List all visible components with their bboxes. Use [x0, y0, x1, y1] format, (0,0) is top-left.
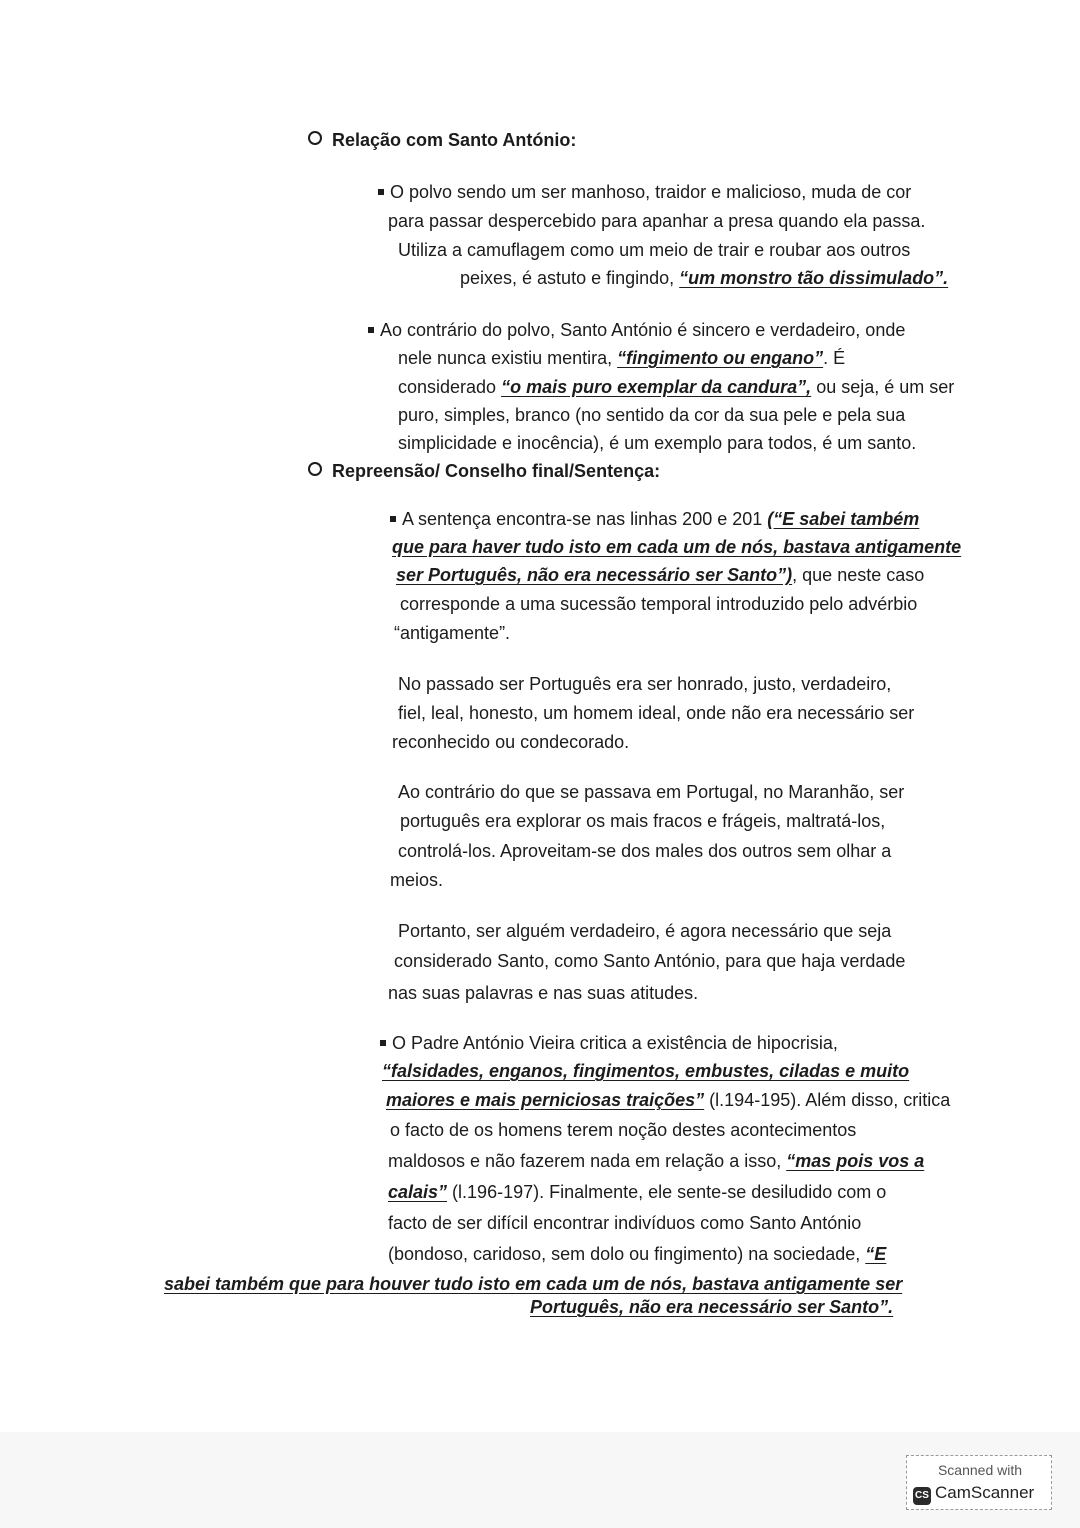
p7-line-7: facto de ser difícil encontrar indivíduos como Santo António — [388, 1213, 862, 1233]
p3-line-2 — [392, 536, 961, 558]
quote: que para haver tudo isto em cada um de nós, bastava antigamente — [392, 537, 962, 557]
p7-line-5: maldosos e não fazerem nada em relação a isso, “mas pois vos a — [388, 1151, 925, 1171]
p5-line-1: Ao contrário do que se passava em Portugal, no Maranhão, ser — [398, 782, 905, 802]
p7-line-3: maiores e mais perniciosas traições” (l.194-195). Além disso, critica — [386, 1090, 951, 1110]
p4-line-1: No passado ser Português era ser honrado, justo, verdadeiro, — [398, 674, 892, 694]
camscanner-logo-icon: CS — [913, 1487, 931, 1505]
p1-line-1: O polvo sendo um ser manhoso, traidor e malicioso, muda de cor — [378, 181, 911, 203]
quote: Português, não era necessário ser Santo”. — [530, 1297, 894, 1317]
p3-line-5: “antigamente”. — [394, 623, 511, 643]
p7-line-8: (bondoso, caridoso, sem dolo ou fingimento) na sociedade, “E — [388, 1244, 887, 1264]
p3-line-3: ser Português, não era necessário ser Santo”), que neste caso — [396, 565, 925, 585]
quote: “fingimento ou engano” — [617, 348, 824, 368]
quote: maiores e mais perniciosas traições” — [386, 1090, 705, 1110]
quote: “falsidades, enganos, fingimentos, embustes, ciladas e muito — [382, 1061, 910, 1081]
p4-line-3: reconhecido ou condecorado. — [392, 732, 630, 752]
square-bullet-icon — [378, 189, 384, 195]
square-bullet-icon — [380, 1040, 386, 1046]
section-heading-repreensao: Repreensão/ Conselho final/Sentença: — [308, 460, 660, 482]
p5-line-4: meios. — [390, 870, 444, 890]
circle-bullet-icon — [308, 462, 322, 476]
p3-line-4: corresponde a uma sucessão temporal introduzido pelo advérbio — [400, 594, 918, 614]
p4-line-2: fiel, leal, honesto, um homem ideal, onde não era necessário ser — [398, 703, 915, 723]
quote: “mas pois vos a — [786, 1151, 925, 1171]
quote: calais” — [388, 1182, 448, 1202]
circle-bullet-icon — [308, 131, 322, 145]
camscanner-watermark — [906, 1455, 1052, 1510]
quote: “o mais puro exemplar da candura”, — [501, 377, 812, 397]
p6-line-3: nas suas palavras e nas suas atitudes. — [388, 983, 699, 1003]
p3-line-1: A sentença encontra-se nas linhas 200 e 201 (“E sabei também — [390, 508, 919, 530]
p5-line-2: português era explorar os mais fracos e frágeis, maltratá-los, — [400, 811, 886, 831]
p1-line-4: peixes, é astuto e fingindo, “um monstro tão dissimulado”. — [460, 268, 949, 288]
quote: sabei também que para houver tudo isto em cada um de nós, bastava antigamente ser — [164, 1274, 903, 1294]
p7-line-1: O Padre António Vieira critica a existência de hipocrisia, — [380, 1032, 838, 1054]
p7-line-10 — [530, 1296, 893, 1318]
p2-line-2: nele nunca existiu mentira, “fingimento ou engano”. É — [398, 348, 846, 368]
p7-line-9 — [164, 1273, 902, 1295]
p1-line-2: para passar despercebido para apanhar a presa quando ela passa. — [388, 211, 926, 231]
quote: “E — [865, 1244, 887, 1264]
square-bullet-icon — [368, 327, 374, 333]
p7-line-4: o facto de os homens terem noção destes acontecimentos — [390, 1120, 857, 1140]
watermark-caption: Scanned with — [937, 1462, 1023, 1478]
section-heading-relacao: Relação com Santo António: — [308, 129, 576, 151]
watermark-brand-row — [913, 1483, 1034, 1505]
quote: (“E sabei também — [767, 509, 920, 529]
p1-line-3: Utiliza a camuflagem como um meio de trair e roubar aos outros — [398, 240, 911, 260]
p5-line-3: controlá-los. Aproveitam-se dos males dos outros sem olhar a — [398, 841, 892, 861]
quote: ser Português, não era necessário ser Santo”) — [396, 565, 793, 585]
p6-line-2: considerado Santo, como Santo António, para que haja verdade — [394, 951, 906, 971]
p2-line-3: considerado “o mais puro exemplar da candura”, ou seja, é um ser — [398, 377, 955, 397]
p2-line-5: simplicidade e inocência), é um exemplo para todos, é um santo. — [398, 433, 917, 453]
p2-line-1: Ao contrário do polvo, Santo António é sincero e verdadeiro, onde — [368, 319, 905, 341]
quote: “um monstro tão dissimulado”. — [679, 268, 949, 288]
watermark-brand: CamScanner — [935, 1483, 1035, 1502]
square-bullet-icon — [390, 516, 396, 522]
p7-line-6: calais” (l.196-197). Finalmente, ele sente-se desiludido com o — [388, 1182, 887, 1202]
p6-line-1: Portanto, ser alguém verdadeiro, é agora necessário que seja — [398, 921, 892, 941]
p7-line-2 — [382, 1060, 909, 1082]
p2-line-4: puro, simples, branco (no sentido da cor da sua pele e pela sua — [398, 405, 906, 425]
